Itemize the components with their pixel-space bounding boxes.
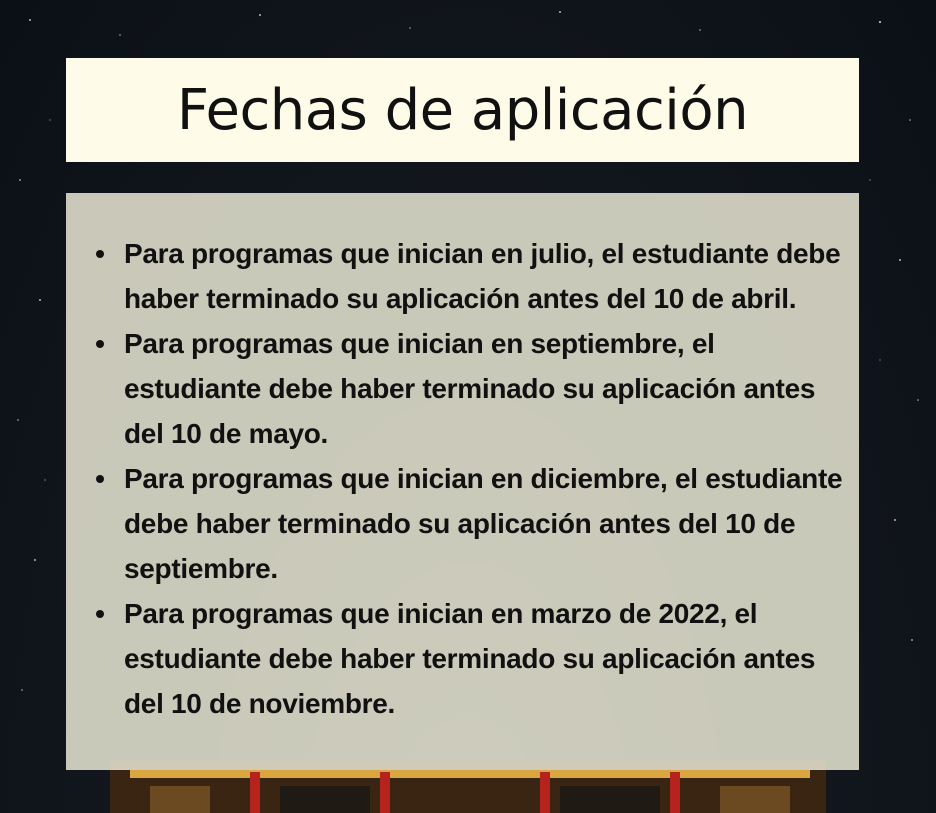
list-item [124,321,849,456]
list-item-text: Para programas que inician en marzo de 2022, el estudiante debe haber terminado su aplicación antes del 10 de noviembre. [124,598,816,719]
bullet-icon [96,250,104,258]
page-title: Fechas de aplicación [176,77,749,143]
bullet-icon [96,610,104,618]
bullet-icon [96,475,104,483]
title-banner [66,58,859,162]
list-item [124,456,849,591]
list-item-text: Para programas que inician en julio, el estudiante debe haber terminado su aplicación antes del 10 de abril. [124,238,841,314]
list-item-text: Para programas que inician en septiembre, el estudiante debe haber terminado su aplicación antes del 10 de mayo. [124,328,816,449]
dates-panel [66,193,859,770]
list-item [124,231,849,321]
list-item-text: Para programas que inician en diciembre, el estudiante debe haber terminado su aplicación antes del 10 de septiembre. [124,463,843,584]
bullet-icon [96,340,104,348]
list-item [124,591,849,726]
dates-list [66,193,859,726]
